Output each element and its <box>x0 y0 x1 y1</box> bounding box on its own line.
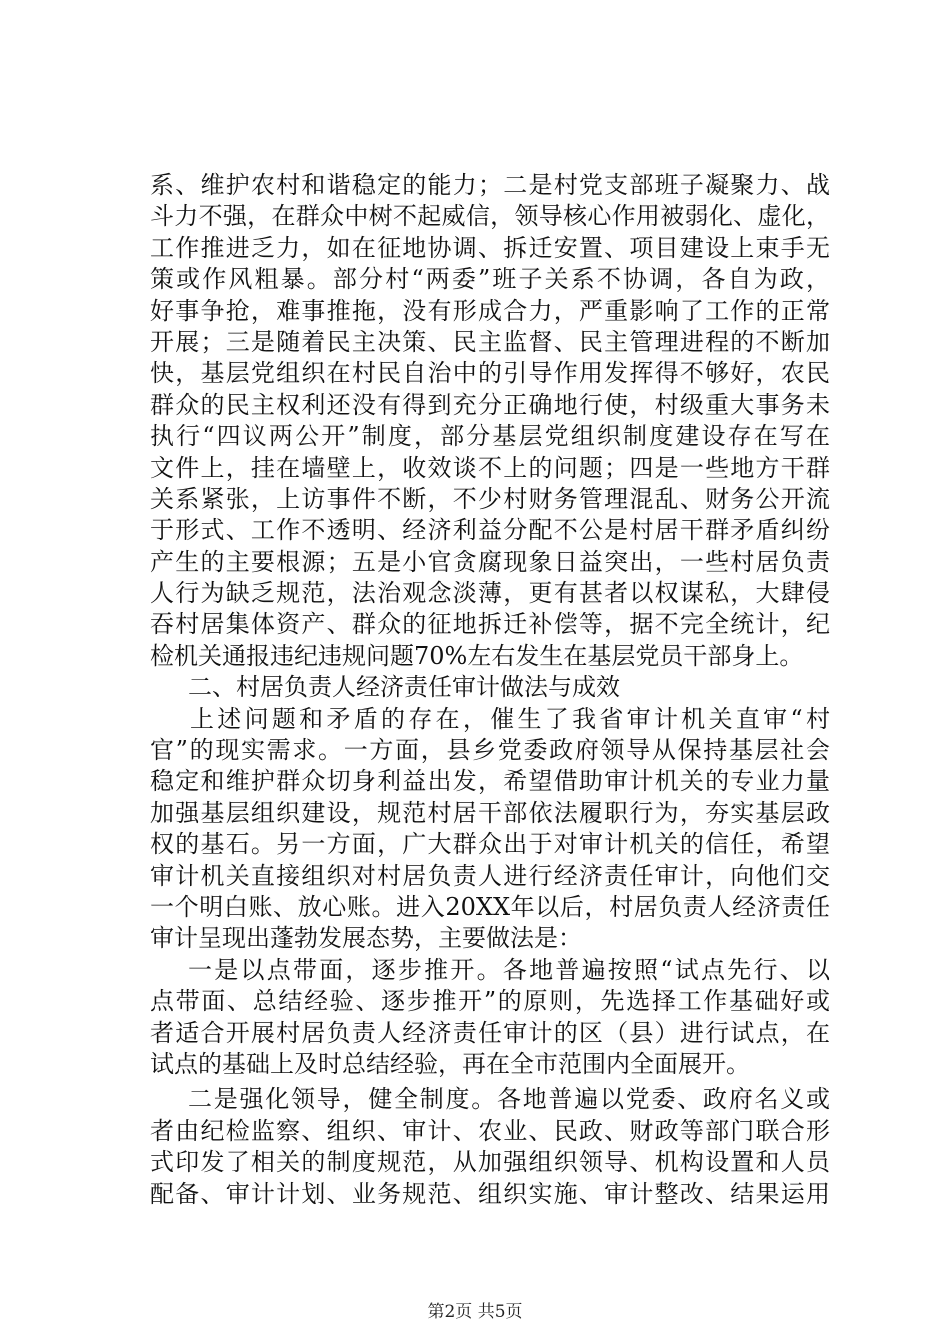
text-line: 吞村居集体资产、群众的征地拆迁补偿等，据不完全统计，纪 <box>150 610 830 639</box>
text-line: 二是强化领导，健全制度。各地普遍以党委、政府名义或 <box>188 1085 830 1114</box>
text-line: 工作推进乏力，如在征地协调、拆迁安置、项目建设上束手无 <box>150 233 830 262</box>
text-line: 群众的民主权利还没有得到充分正确地行使，村级重大事务未 <box>150 390 830 419</box>
text-line: 试点的基础上及时总结经验，再在全市范围内全面展开。 <box>150 1049 750 1078</box>
section-heading: 二、村居负责人经济责任审计做法与成效 <box>188 673 620 702</box>
text-line: 人行为缺乏规范，法治观念淡薄，更有甚者以权谋私，大肆侵 <box>150 579 830 608</box>
text-line: 者适合开展村居负责人经济责任审计的区（县）进行试点，在 <box>150 1018 830 1047</box>
text-line: 者由纪检监察、组织、审计、农业、民政、财政等部门联合形 <box>150 1116 830 1145</box>
text-line: 审计机关直接组织对村居负责人进行经济责任审计，向他们交 <box>150 861 830 890</box>
text-line: 快，基层党组织在村民自治中的引导作用发挥得不够好，农民 <box>150 359 830 388</box>
page-footer <box>0 1297 950 1322</box>
text-line: 官”的现实需求。一方面，县乡党委政府领导从保持基层社会 <box>150 736 830 765</box>
text-line: 稳定和维护群众切身利益出发，希望借助审计机关的专业力量 <box>150 767 830 796</box>
text-line: 于形式、工作不透明、经济利益分配不公是村居干群矛盾纠纷 <box>150 516 830 545</box>
text-line: 系、维护农村和谐稳定的能力；二是村党支部班子凝聚力、战 <box>150 171 830 199</box>
text-line: 开展；三是随着民主决策、民主监督、民主管理进程的不断加 <box>150 327 830 356</box>
text-line: 审计呈现出蓬勃发展态势，主要做法是： <box>150 924 582 953</box>
text-line: 一个明白账、放心账。进入20XX年以后，村居负责人经济责任 <box>150 892 830 921</box>
text-line: 文件上，挂在墙壁上，收效谈不上的问题；四是一些地方干群 <box>150 453 830 482</box>
text-line: 权的基石。另一方面，广大群众出于对审计机关的信任，希望 <box>150 830 830 859</box>
text-line: 斗力不强，在群众中树不起威信，领导核心作用被弱化、虚化， <box>150 202 830 231</box>
text-line: 式印发了相关的制度规范，从加强组织领导、机构设置和人员 <box>150 1148 830 1177</box>
text-line: 上述问题和矛盾的存在，催生了我省审计机关直审“村 <box>190 704 830 733</box>
text-line: 加强基层组织建设，规范村居干部依法履职行为，夯实基层政 <box>150 798 830 827</box>
text-line: 点带面、总结经验、逐步推开”的原则，先选择工作基础好或 <box>150 987 830 1016</box>
text-line: 策或作风粗暴。部分村“两委”班子关系不协调，各自为政， <box>150 265 830 294</box>
text-line: 一是以点带面，逐步推开。各地普遍按照“试点先行、以 <box>188 955 830 984</box>
body-text <box>150 170 830 1210</box>
page-number: 第2页 共5页 <box>427 1302 523 1322</box>
text-line: 检机关通报违纪违规问题70%左右发生在基层党员干部身上。 <box>150 641 804 670</box>
text-line: 配备、审计计划、业务规范、组织实施、审计整改、结果运用 <box>150 1179 830 1208</box>
text-line: 关系紧张，上访事件不断，不少村财务管理混乱、财务公开流 <box>150 484 830 513</box>
text-line: 产生的主要根源；五是小官贪腐现象日益突出，一些村居负责 <box>150 547 830 576</box>
text-line: 执行“四议两公开”制度，部分基层党组织制度建设存在写在 <box>150 422 830 451</box>
text-line: 好事争抢，难事推拖，没有形成合力，严重影响了工作的正常 <box>150 296 830 325</box>
